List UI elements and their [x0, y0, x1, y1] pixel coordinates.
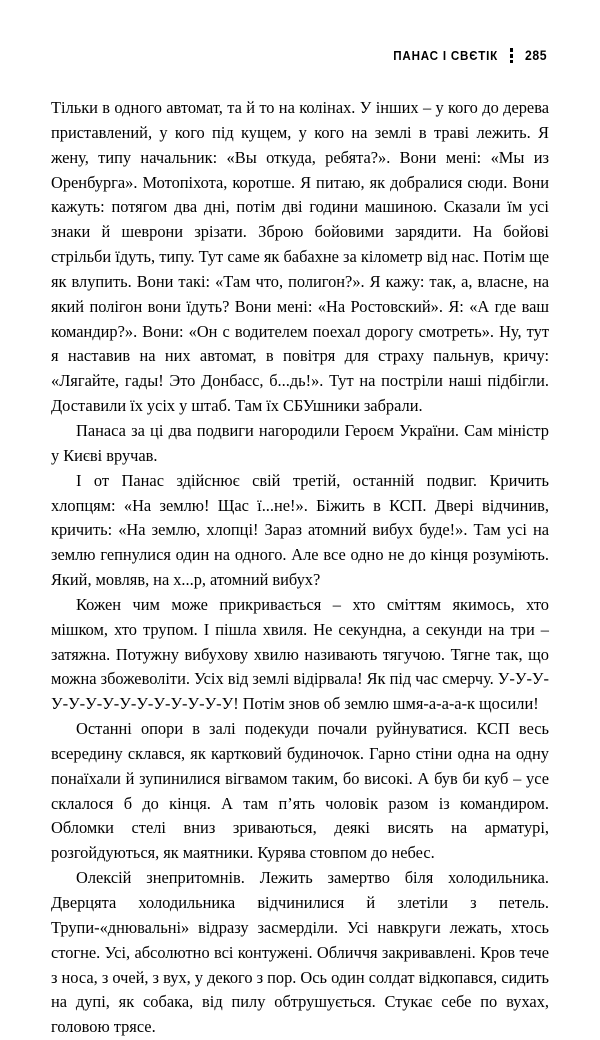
paragraph: Кожен чим може прикривається – хто сміттям якимось, хто мішком, хто трупом. І пішла хвиля. Не секундна, а секунди на три – затяжна. Потужну вибухову хвилю називають тягучою. Тягне так, що можна збожеволіти. Усіх від землі відірвала! Як під час смерчу. У-У-У-У-У-У-У-У-У-У-У-У-У-У! Потім знов об землю шмя-а-а-а-к щосили! [51, 594, 549, 714]
body-text [51, 96, 549, 1040]
paragraph: І от Панас здійснює свій третій, останній подвиг. Кричить хлопцям: «На землю! Щас ї...не!». Біжить в КСП. Двері відчинив, кричить: «На землю, хлопці! Зараз атомний вибух буде!». Там усі на землю гепнулися один на одного. Але все одно не до кінця розуміють. Який, мовляв, на х...р, атомний вибух? [51, 470, 549, 590]
running-header [379, 48, 549, 63]
running-header-title: ПАНАС І СВЄТІК [393, 47, 499, 63]
dotted-vertical-bar-icon [499, 48, 525, 63]
paragraph: Олексій знепритомнів. Лежить замертво біля холодильника. Дверцята холодильника відчинилися й злетіли з петель. Трупи-«днювальні» відразу засмерділи. Усі навкруги лежать, хтось стогне. Усі, абсолютно всі контужені. Обличчя закривавлені. Кров тече з носа, з очей, з вух, у декого з пор. Ось один солдат відкопався, сидить на дупі, як собака, від пилу обтрушується. Стукає себе по вухах, головою трясе. [51, 868, 549, 1037]
paragraph: Тільки в одного автомат, та й то на колінах. У інших – у кого до дерева приставлений, у кого під кущем, у кого на землі в траві лежить. Я жену, типу начальник: «Вы откуда, ребята?». Вони мені: «Мы из Оренбурга». Мотопіхота, коротше. Я питаю, як добралися сюди. Вони кажуть: потягом два дні, потім дві години машиною. Сказали їм усі знаки й шеврони зрізати. Зброю бойовими зарядити. На бойові стрільби їдуть, типу. Тут саме як бабахне за кілометр від нас. Потім ще як влупить. Вони такі: «Там что, полигон?». Я кажу: так, а, власне, на який полігон вони їдуть? Вони мені: «На Ростовский». Я: «А где ваш командир?». Вони: «Он с водителем поехал дорогу смотреть». Ну, тут я наставив на них автомат, в повітря для страху пальнув, кричу: «Лягайте, гады! Это Донбасс, б...дь!». Тут на постріли наші підбігли. Доставили їх усіх у штаб. Там їх СБУшники забрали. [51, 98, 549, 416]
paragraph: Останні опори в залі подекуди почали руйнуватися. КСП весь всередину склався, як картковий будиночок. Гарно стіни одна на одну понаїхали й зупинилися вігвамом таким, бо високі. А був би куб – усе склалося б до кінця. А там п’ять чоловік разом із командиром. Обломки стелі вниз зриваються, деякі висять на арматурі, розгойдуються, як маятники. Курява стовпом до небес. [51, 719, 549, 863]
page-number: 285 [524, 47, 547, 63]
paragraph: Панаса за ці два подвиги нагородили Героєм України. Сам міністр у Києві вручав. [51, 420, 549, 465]
